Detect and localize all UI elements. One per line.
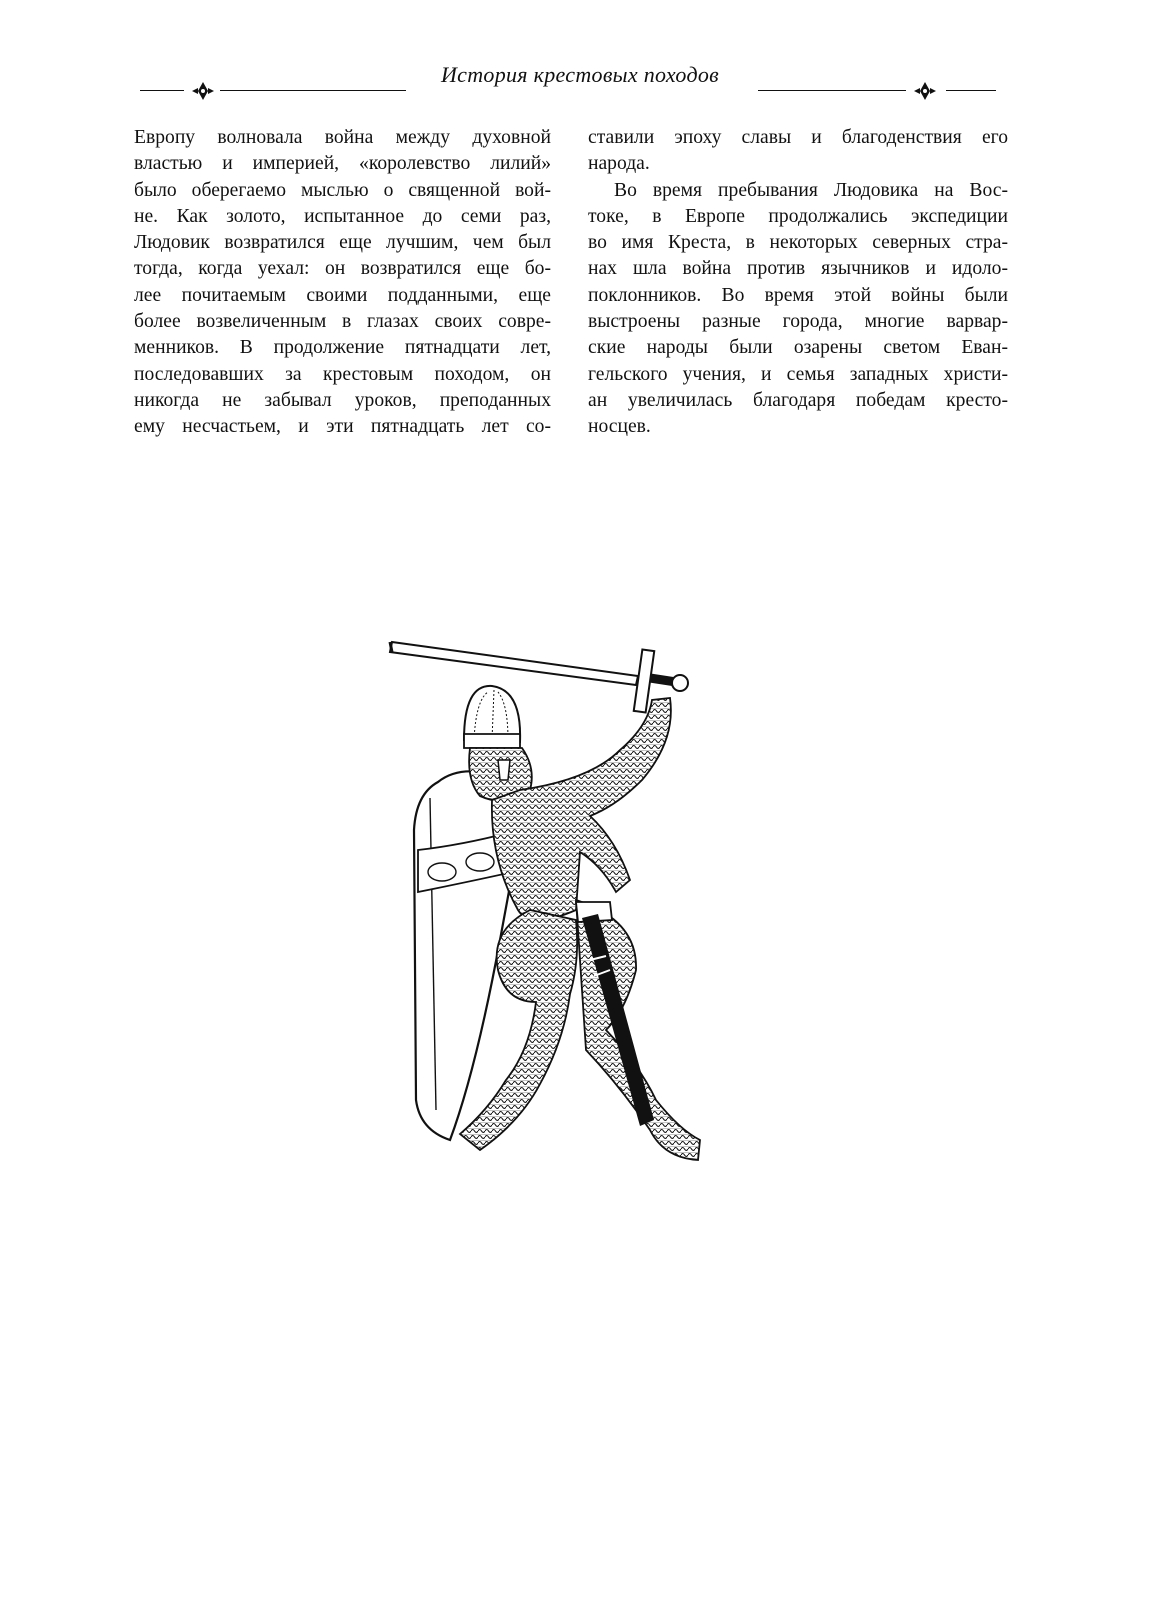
text-line: ему несчастьем, и эти пятнадцать лет со- (134, 416, 551, 438)
text-line: никогда не забывал уроков, преподанных (134, 389, 551, 411)
text-line: последовавших за крестовым походом, он (134, 363, 551, 385)
right-text-column (588, 125, 1008, 441)
text-line: Людовик возвратился еще лучшим, чем был (134, 232, 551, 254)
running-header (140, 60, 1020, 100)
text-line: менников. В продолжение пятнадцати лет, (134, 337, 551, 359)
running-title: История крестовых походов (440, 62, 720, 87)
text-line: носцев. (588, 416, 651, 438)
text-line: во имя Креста, в некоторых северных стра- (588, 232, 1008, 254)
text-line: ставили эпоху славы и благоденствия его (588, 127, 1008, 148)
sword-icon (390, 642, 688, 713)
crusader-knight-illustration (380, 630, 720, 1170)
left-text-column (134, 125, 551, 441)
text-line: было оберегаемо мыслью о священной вой- (134, 179, 551, 201)
text-line: более возвеличенным в глазах своих совре- (134, 311, 551, 333)
text-line: ан увеличилась благодаря победам кресто- (588, 389, 1008, 411)
header-rule-left (140, 90, 184, 91)
text-line: не. Как золото, испытанное до семи раз, (134, 205, 551, 227)
text-line: народа. (588, 153, 650, 175)
header-rule-right (946, 90, 996, 91)
text-line: тогда, когда уехал: он возвратился еще бо- (134, 258, 551, 280)
text-line: поклонников. Во время этой войны были (588, 284, 1008, 306)
text-line: Европу волновала война между духовной (134, 127, 551, 148)
text-line: Во время пребывания Людовика на Вос- (614, 179, 1008, 201)
text-line: властью и империей, «королевство лилий» (134, 153, 551, 175)
text-line: ские народы были озарены светом Еван- (588, 337, 1008, 359)
text-line: гельского учения, и семья западных христи- (588, 363, 1008, 385)
header-rule-right-inner (758, 90, 906, 91)
text-line: токе, в Европе продолжались экспедиции (588, 205, 1008, 227)
text-line: выстроены разные города, многие варвар- (588, 311, 1008, 333)
header-rule-left-inner (220, 90, 406, 91)
ornament-icon (912, 80, 938, 102)
text-line: нах шла война против язычников и идоло- (588, 258, 1008, 280)
text-line: лее почитаемым своими подданными, еще (134, 284, 551, 306)
